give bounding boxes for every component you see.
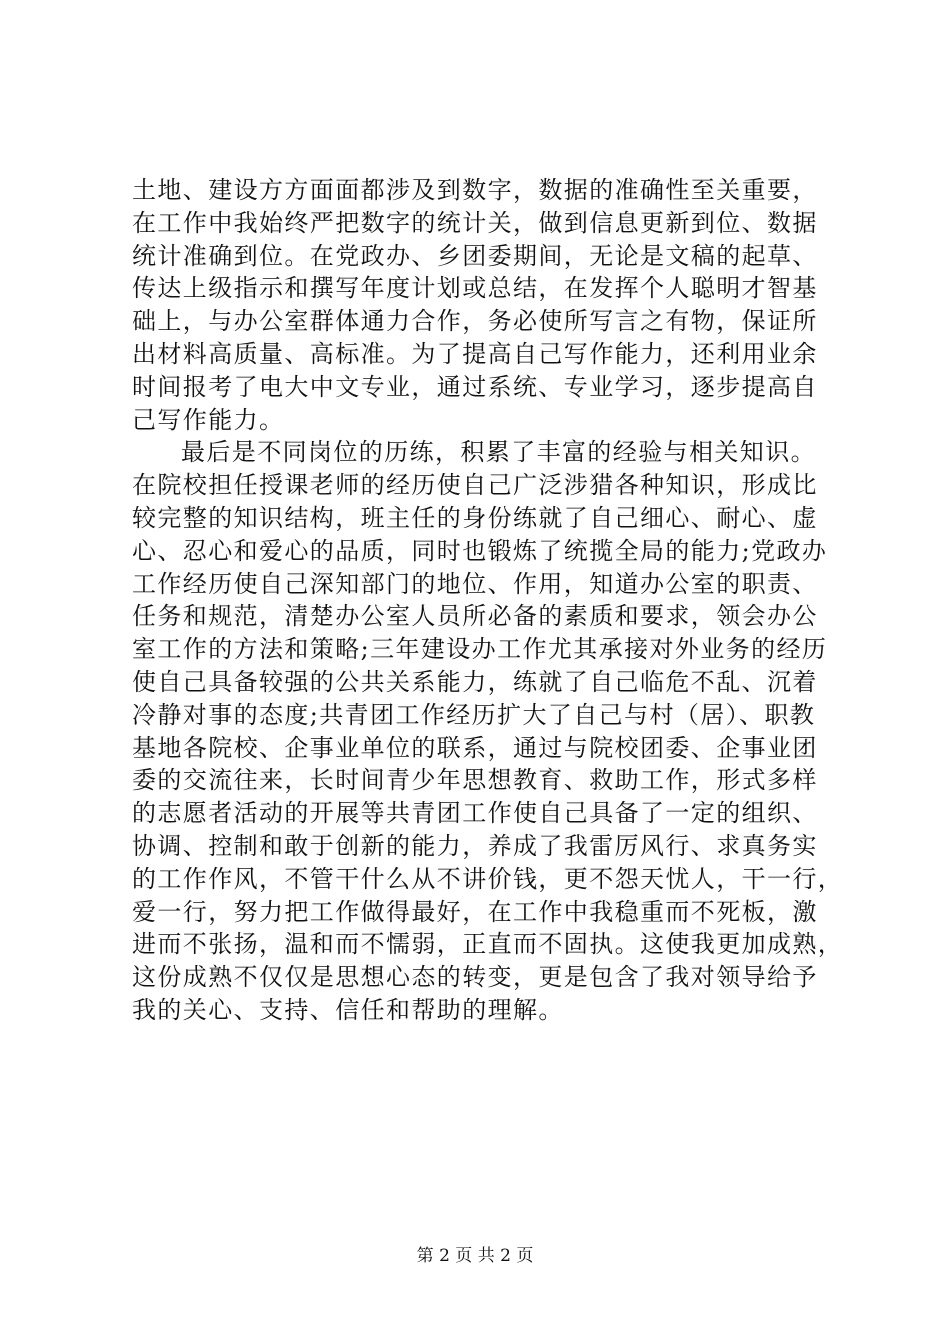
paragraph-2-line: 基地各院校、企事业单位的联系，通过与院校团委、企事业团 <box>132 733 818 762</box>
paragraph-2-line: 室工作的方法和策略;三年建设办工作尤其承接对外业务的经历 <box>132 635 828 664</box>
paragraph-2-line: 协调、控制和敢于创新的能力，养成了我雷厉风行、求真务实 <box>132 831 818 860</box>
paragraph-2-first-line: 最后是不同岗位的历练，积累了丰富的经验与相关知识。 <box>181 438 816 467</box>
paragraph-1-line: 础上，与办公室群体通力合作，务必使所写言之有物，保证所 <box>132 307 818 336</box>
paragraph-2-line: 这份成熟不仅仅是思想心态的转变，更是包含了我对领导给予 <box>132 963 818 992</box>
paragraph-2-line: 进而不张扬，温和而不懦弱，正直而不固执。这使我更加成熟， <box>132 930 844 959</box>
paragraph-2-line: 我的关心、支持、信任和帮助的理解。 <box>132 995 564 1024</box>
paragraph-2-line: 心、忍心和爱心的品质，同时也锻炼了统揽全局的能力;党政办 <box>132 536 828 565</box>
paragraph-2-line: 较完整的知识结构，班主任的身份练就了自己细心、耐心、虚 <box>132 503 818 532</box>
paragraph-2-line: 在院校担任授课老师的经历使自己广泛涉猎各种知识，形成比 <box>132 471 818 500</box>
paragraph-2-line: 的工作作风，不管干什么从不讲价钱，更不怨天忧人，干一行， <box>132 864 844 893</box>
document-body <box>132 174 844 1027</box>
paragraph-2-line: 冷静对事的态度;共青团工作经历扩大了自己与村（居）、职教 <box>132 700 816 729</box>
paragraph-1-line: 传达上级指示和撰写年度计划或总结，在发挥个人聪明才智基 <box>132 274 818 303</box>
paragraph-2-line: 工作经历使自己深知部门的地位、作用，知道办公室的职责、 <box>132 569 818 598</box>
paragraph-2-line: 的志愿者活动的开展等共青团工作使自己具备了一定的组织、 <box>132 799 818 828</box>
paragraph-2-line: 任务和规范，清楚办公室人员所必备的素质和要求，领会办公 <box>132 602 818 631</box>
paragraph-1-line: 时间报考了电大中文专业，通过系统、专业学习，逐步提高自 <box>132 372 818 401</box>
paragraph-1-line: 土地、建设方方面面都涉及到数字，数据的准确性至关重要， <box>132 176 818 204</box>
paragraph-1-line: 统计准确到位。在党政办、乡团委期间，无论是文稿的起草、 <box>132 241 818 270</box>
paragraph-2-line: 委的交流往来，长时间青少年思想教育、救助工作，形式多样 <box>132 766 818 795</box>
page-footer <box>0 1245 950 1267</box>
paragraph-1-line: 己写作能力。 <box>132 405 285 434</box>
paragraph-1-line: 在工作中我始终严把数字的统计关，做到信息更新到位、数据 <box>132 208 818 237</box>
paragraph-2-line: 使自己具备较强的公共关系能力，练就了自己临危不乱、沉着 <box>132 667 818 696</box>
page-number-label: 第 2 页 共 2 页 <box>416 1246 534 1266</box>
paragraph-1-line: 出材料高质量、高标准。为了提高自己写作能力，还利用业余 <box>132 339 818 368</box>
paragraph-2-line: 爱一行，努力把工作做得最好，在工作中我稳重而不死板，激 <box>132 897 818 926</box>
